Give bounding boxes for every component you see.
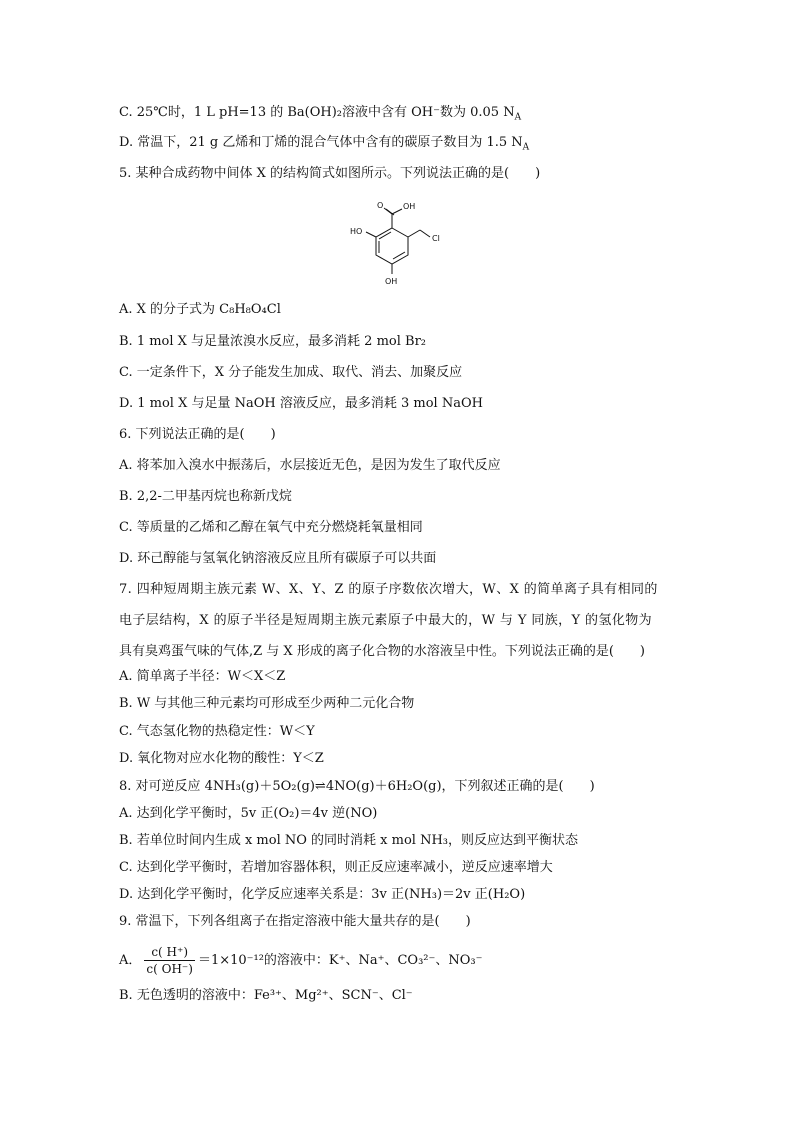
q9-option-b: B. 无色透明的溶液中：Fe³⁺、Mg²⁺、SCN⁻、Cl⁻ xyxy=(119,988,413,1003)
question-7-stem-line-1: 7. 四种短周期主族元素 W、X、Y、Z 的原子序数依次增大，W、X 的简单离子具有相同的 xyxy=(119,582,658,597)
question-7-stem-line-3: 具有臭鸡蛋气味的气体,Z 与 X 形成的离子化合物的水溶液呈中性。下列说法正确的是( ) xyxy=(119,644,645,659)
q5-option-c: C. 一定条件下，X 分子能发生加成、取代、消去、加聚反应 xyxy=(119,365,463,380)
question-8-stem: 8. 对可逆反应 4NH₃(g)＋5O₂(g)⇌4NO(g)＋6H₂O(g)，下列叙述正确的是( ) xyxy=(119,779,595,794)
q5-option-b: B. 1 mol X 与足量浓溴水反应，最多消耗 2 mol Br₂ xyxy=(119,334,427,349)
q7-option-c: C. 气态氢化物的热稳定性：W＜Y xyxy=(119,724,315,739)
q8-option-a: A. 达到化学平衡时，5v 正(O₂)＝4v 逆(NO) xyxy=(119,806,378,821)
question-7-stem-line-2: 电子层结构，X 的原子半径是短周期主族元素原子中最大的，W 与 Y 同族，Y 的氢化物为 xyxy=(119,613,653,628)
structure-label-cl: Cl xyxy=(432,234,440,243)
question-9-stem: 9. 常温下，下列各组离子在指定溶液中能大量共存的是( ) xyxy=(119,914,471,929)
structure-label-ho: HO xyxy=(350,227,363,236)
q6-option-b: B. 2,2-二甲基丙烷也称新戊烷 xyxy=(119,489,292,504)
q5-option-d: D. 1 mol X 与足量 NaOH 溶液反应，最多消耗 3 mol NaOH xyxy=(119,396,483,411)
q5-option-a: A. X 的分子式为 C₈H₈O₄Cl xyxy=(119,302,281,317)
q6-option-a: A. 将苯加入溴水中振荡后，水层接近无色，是因为发生了取代反应 xyxy=(119,458,501,473)
q7-option-b: B. W 与其他三种元素均可形成至少两种二元化合物 xyxy=(119,696,415,711)
q6-option-d: D. 环己醇能与氢氧化钠溶液反应且所有碳原子可以共面 xyxy=(119,551,437,566)
question-6-stem: 6. 下列说法正确的是( ) xyxy=(119,427,276,442)
q8-option-b: B. 若单位时间内生成 x mol NO 的同时消耗 x mol NH₃，则反应达到平衡状态 xyxy=(119,833,578,848)
compound-x-structure xyxy=(340,196,460,291)
concentration-ratio-fraction: $\frac{c( H^+)}{c( OH^-)}$ xyxy=(146,945,193,976)
structure-label-oh-acid: OH xyxy=(403,202,416,211)
structure-label-oh-bottom: OH xyxy=(385,277,398,286)
q6-option-c: C. 等质量的乙烯和乙醇在氧气中充分燃烧耗氧量相同 xyxy=(119,520,423,535)
q7-option-d: D. 氧化物对应水化物的酸性：Y＜Z xyxy=(119,751,324,766)
d-option-q4: D. 常温下，21 g 乙烯和丁烯的混合气体中含有的碳原子数目为 1.5 $N_A$ xyxy=(119,135,530,153)
q8-option-d: D. 达到化学平衡时，化学反应速率关系是：3v 正(NH₃)＝2v 正(H₂O) xyxy=(119,887,526,902)
q8-option-c: C. 达到化学平衡时，若增加容器体积，则正反应速率减小，逆反应速率增大 xyxy=(119,860,553,875)
q9-option-a: A． $\frac{c( H^+)}{c( OH^-)}$ ＝1×10⁻¹²的溶液中：K⁺、Na⁺、CO₃²⁻、NO₃⁻ xyxy=(119,945,483,976)
structure-label-o: O xyxy=(377,201,384,210)
q7-option-a: A. 简单离子半径：W＜X＜Z xyxy=(119,669,286,684)
question-5-stem: 5. 某种合成药物中间体 X 的结构简式如图所示。下列说法正确的是( ) xyxy=(119,166,541,181)
c-option-q4: C. 25℃时，1 L pH=13 的 Ba(OH)₂溶液中含有 OH⁻数为 0.05 $N_A$ xyxy=(119,105,522,123)
